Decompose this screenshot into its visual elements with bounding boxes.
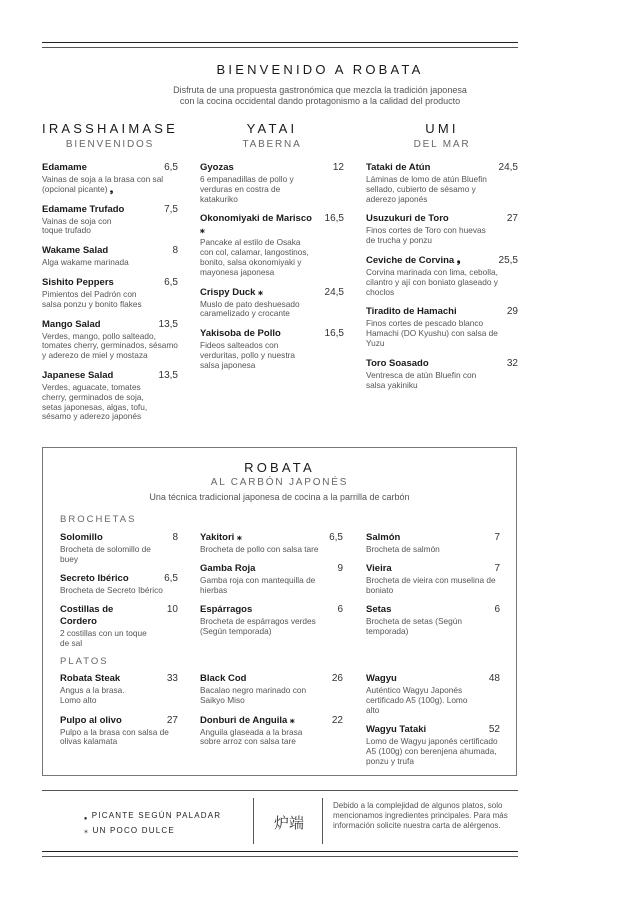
- item-price: 27: [506, 213, 518, 225]
- umi-title: UMI: [425, 121, 459, 136]
- legend: [84, 808, 221, 838]
- menu-item: [366, 213, 518, 246]
- item-description: Ventresca de atún Bluefin con salsa yakiniku: [366, 369, 477, 390]
- item-description: Pimientos del Padrón con salsa ponzu y bonito flakes: [42, 288, 142, 309]
- item-price: 7: [494, 562, 500, 574]
- item-price: 8: [172, 532, 178, 543]
- item-price: 7,5: [164, 203, 178, 215]
- item-name: Secreto Ibérico: [60, 572, 129, 584]
- menu-item: [366, 162, 518, 204]
- item-price: 12: [332, 162, 344, 173]
- menu-item: [366, 255, 518, 297]
- bottom-rule-2: [42, 856, 518, 857]
- page-title: BIENVENIDO A ROBATA: [216, 62, 424, 77]
- item-price: 13,5: [158, 369, 178, 381]
- item-name: Crispy Duck ⁎: [200, 286, 263, 298]
- item-price: 6,5: [164, 276, 178, 288]
- item-name: Black Cod: [200, 673, 247, 684]
- menu-item: [200, 673, 343, 706]
- item-description: Pulpo a la brasa con salsa de olivas kalamata: [60, 726, 169, 747]
- robata-subtitle: AL CARBÓN JAPONÉS: [210, 477, 349, 488]
- menu-item: [60, 673, 178, 706]
- item-description: Corvina marinada con lima, cebolla, cilantro y ají con boniato glaseado y choclos: [366, 266, 498, 297]
- item-description: Finos cortes de pescado blanco Hamachi (DO Kyushu) con salsa de Yuzu: [366, 318, 498, 348]
- item-description: Pancake al estilo de Osaka con col, calamar, langostinos, bonito, salsa okonomiyaki y mayonesa japonesa: [200, 237, 309, 277]
- item-name: Solomillo: [60, 532, 103, 543]
- menu-item: [200, 563, 343, 596]
- item-description: 6 empanadillas de pollo y verduras en costra de katakuriko: [200, 174, 294, 204]
- umi-list: [366, 162, 518, 390]
- top-rule-2: [42, 47, 518, 48]
- irasshaimase-list: [42, 162, 178, 422]
- item-name: Usuzukuri de Toro: [366, 213, 449, 225]
- platos-label: PLATOS: [60, 656, 109, 667]
- item-name: Mango Salad: [42, 318, 101, 330]
- item-price: 25,5: [498, 254, 518, 266]
- menu-item: [200, 213, 344, 277]
- item-name: Costillas de Cordero: [60, 604, 114, 628]
- allergen-note: Debido a la complejidad de algunos platos, solo mencionamos ingredientes principales. Para más información solicite nuestra carta de alérgenos.: [333, 801, 508, 830]
- menu-item: [366, 563, 500, 596]
- item-description: [42, 175, 178, 195]
- item-name: Setas: [366, 604, 392, 616]
- item-description: Brocheta de Secreto Ibérico: [60, 584, 163, 595]
- item-description: 2 costillas con un toque de sal: [60, 628, 147, 649]
- item-price: 32: [506, 357, 518, 369]
- item-price: 33: [166, 673, 178, 684]
- platos-column: [366, 673, 500, 767]
- item-name: Pulpo al olivo: [60, 714, 122, 726]
- item-name: Yakisoba de Pollo: [200, 328, 281, 340]
- brochetas-column: [200, 532, 343, 637]
- item-description: Muslo de pato deshuesado caramelizado y crocante: [200, 298, 300, 319]
- welcome-subtitle-line: Disfruta de una propuesta gastronómica que mezcla la tradición japonesa: [173, 85, 467, 95]
- item-description: Brocheta de setas (Según temporada): [366, 616, 462, 637]
- item-name: Okonomiyaki de Marisco ⁎: [200, 213, 312, 237]
- item-price: 24,5: [324, 286, 344, 298]
- item-price: 27: [166, 714, 178, 726]
- item-name: Salmón: [366, 532, 401, 543]
- top-rule-1: [42, 42, 518, 43]
- item-name: Wagyu: [366, 673, 397, 684]
- menu-item: [366, 358, 518, 391]
- footer-divider: [253, 798, 254, 844]
- menu-item: [60, 604, 178, 649]
- item-name: Tiradito de Hamachi: [366, 306, 457, 318]
- menu-item: [42, 204, 178, 237]
- item-name: Edamame Trufado: [42, 203, 125, 215]
- item-description: Brocheta de vieira con muselina de boniato: [366, 574, 496, 595]
- item-name: Toro Soasado: [366, 357, 429, 369]
- item-price: 29: [506, 306, 518, 318]
- item-price: 7: [494, 532, 500, 543]
- menu-item: [60, 715, 178, 748]
- bottom-rule-1: [42, 851, 518, 852]
- menu-item: [366, 724, 500, 766]
- item-description: Finos cortes de Toro con huevas de trucha y ponzu: [366, 225, 486, 246]
- menu-item: [366, 604, 500, 637]
- welcome-subtitle-line: con la cocina occidental dando protagonismo a la calidad del producto: [179, 95, 461, 106]
- item-name: Yakitori ⁎: [200, 532, 242, 543]
- footer-divider: [322, 798, 323, 844]
- item-description: Angus a la brasa. Lomo alto: [60, 685, 125, 705]
- brochetas-column: [60, 532, 178, 649]
- menu-item: [42, 370, 178, 422]
- brochetas-label: BROCHETAS: [60, 514, 137, 525]
- item-price: 9: [337, 562, 343, 574]
- platos-column: [200, 673, 343, 747]
- item-name: Gyozas: [200, 162, 234, 173]
- umi-subtitle: DEL MAR: [413, 139, 471, 150]
- menu-item: [42, 319, 178, 361]
- robata-kanji-logo: 炉端: [273, 814, 304, 832]
- item-name: Robata Steak: [60, 673, 121, 684]
- item-description: Brocheta de salmón: [366, 544, 440, 554]
- item-price: 16,5: [324, 213, 344, 225]
- welcome-subtitle: [0, 85, 640, 106]
- item-description: Láminas de lomo de atún Bluefin sellado, cubierto de sésamo y aderezo japonés: [366, 174, 487, 204]
- menu-item: [42, 162, 178, 195]
- item-description: Auténtico Wagyu Japonés certificado A5 (100g). Lomo alto: [366, 685, 468, 715]
- item-name: Edamame: [42, 162, 87, 173]
- item-name: Japanese Salad: [42, 369, 114, 381]
- irasshaimase-subtitle: BIENVENIDOS: [65, 139, 155, 150]
- menu-item: [366, 532, 500, 555]
- item-description: Fideos salteados con verduritas, pollo y nuestra salsa japonesa: [200, 340, 296, 370]
- item-description: Alga wakame marinada: [42, 257, 129, 268]
- item-price: 6: [337, 604, 343, 616]
- item-description: Brocheta de espárragos verdes (Según temporada): [200, 616, 316, 637]
- robata-description: Una técnica tradicional japonesa de cocina a la parrilla de carbón: [149, 492, 410, 502]
- item-name: Wakame Salad: [42, 245, 109, 257]
- item-price: 16,5: [324, 328, 344, 340]
- item-name: Sishito Peppers: [42, 276, 114, 288]
- item-price: 26: [331, 673, 343, 684]
- menu-item: [60, 532, 178, 565]
- item-description: Gamba roja con mantequilla de hierbas: [200, 574, 316, 595]
- item-description: Anguila glaseada a la brasa sobre arroz con salsa tare: [200, 726, 303, 747]
- item-price: 48: [488, 673, 500, 684]
- item-price: 13,5: [158, 318, 178, 330]
- item-price: 6,5: [164, 572, 178, 584]
- item-name: Wagyu Tataki: [366, 724, 427, 736]
- item-description: Verdes, mango, pollo salteado, tomates cherry, germinados, sésamo y aderezo de miel y mostaza: [42, 330, 178, 361]
- item-name: Ceviche de Corvina ❟: [366, 254, 461, 266]
- item-name: Gamba Roja: [200, 562, 256, 574]
- spicy-legend: ❟ PICANTE SEGÚN PALADAR: [84, 811, 222, 820]
- item-name: Donburi de Anguila ⁎: [200, 714, 295, 726]
- menu-item: [200, 162, 344, 204]
- menu-item: [366, 673, 500, 715]
- menu-item: [200, 715, 343, 748]
- item-description: Vainas de soja con toque trufado: [42, 215, 112, 236]
- menu-item: [42, 245, 178, 268]
- item-description: Brocheta de solomillo de buey: [60, 544, 151, 564]
- platos-column: [60, 673, 178, 747]
- item-description: Bacalao negro marinado con Saikyo Miso: [200, 685, 307, 705]
- brochetas-column: [366, 532, 500, 637]
- item-price: 6,5: [164, 162, 178, 173]
- yatai-list: [200, 162, 344, 371]
- item-price: 10: [166, 604, 178, 616]
- menu-item: [366, 306, 518, 348]
- item-price: 6: [494, 604, 500, 616]
- menu-item: [200, 287, 344, 320]
- item-price: 52: [488, 724, 500, 736]
- item-name: Vieira: [366, 562, 392, 574]
- menu-item: [200, 328, 344, 370]
- menu-item: [200, 604, 343, 637]
- item-description: Lomo de Wagyu japonés certificado A5 (100g) con berenjena ahumada, ponzu y trufa: [366, 736, 498, 766]
- menu-item: [60, 573, 178, 596]
- yatai-title: YATAI: [246, 121, 298, 136]
- menu-item: [42, 277, 178, 310]
- item-name: Espárragos: [200, 604, 253, 616]
- item-price: 24,5: [498, 162, 518, 173]
- item-description: Verdes, aguacate, tomates cherry, germinados de soja, setas japonesas, algas, tofu, sésamo y aderezo japonés: [42, 381, 148, 422]
- item-price: 6,5: [329, 532, 343, 543]
- robata-title: ROBATA: [244, 460, 315, 475]
- menu-item: [200, 532, 343, 555]
- spicy-icon: ❟: [109, 183, 114, 194]
- item-description-text: Vainas de soja a la brasa con sal (opcional picante): [42, 174, 164, 194]
- item-price: 22: [331, 714, 343, 726]
- yatai-subtitle: TABERNA: [242, 139, 302, 150]
- sweet-legend: ⁎ UN POCO DULCE: [84, 826, 175, 835]
- item-price: 8: [172, 245, 178, 257]
- footer-rule: [42, 790, 518, 791]
- item-description: Brocheta de pollo con salsa tare: [200, 544, 319, 554]
- irasshaimase-title: IRASSHAIMASE: [42, 121, 178, 136]
- item-name: Tataki de Atún: [366, 162, 431, 173]
